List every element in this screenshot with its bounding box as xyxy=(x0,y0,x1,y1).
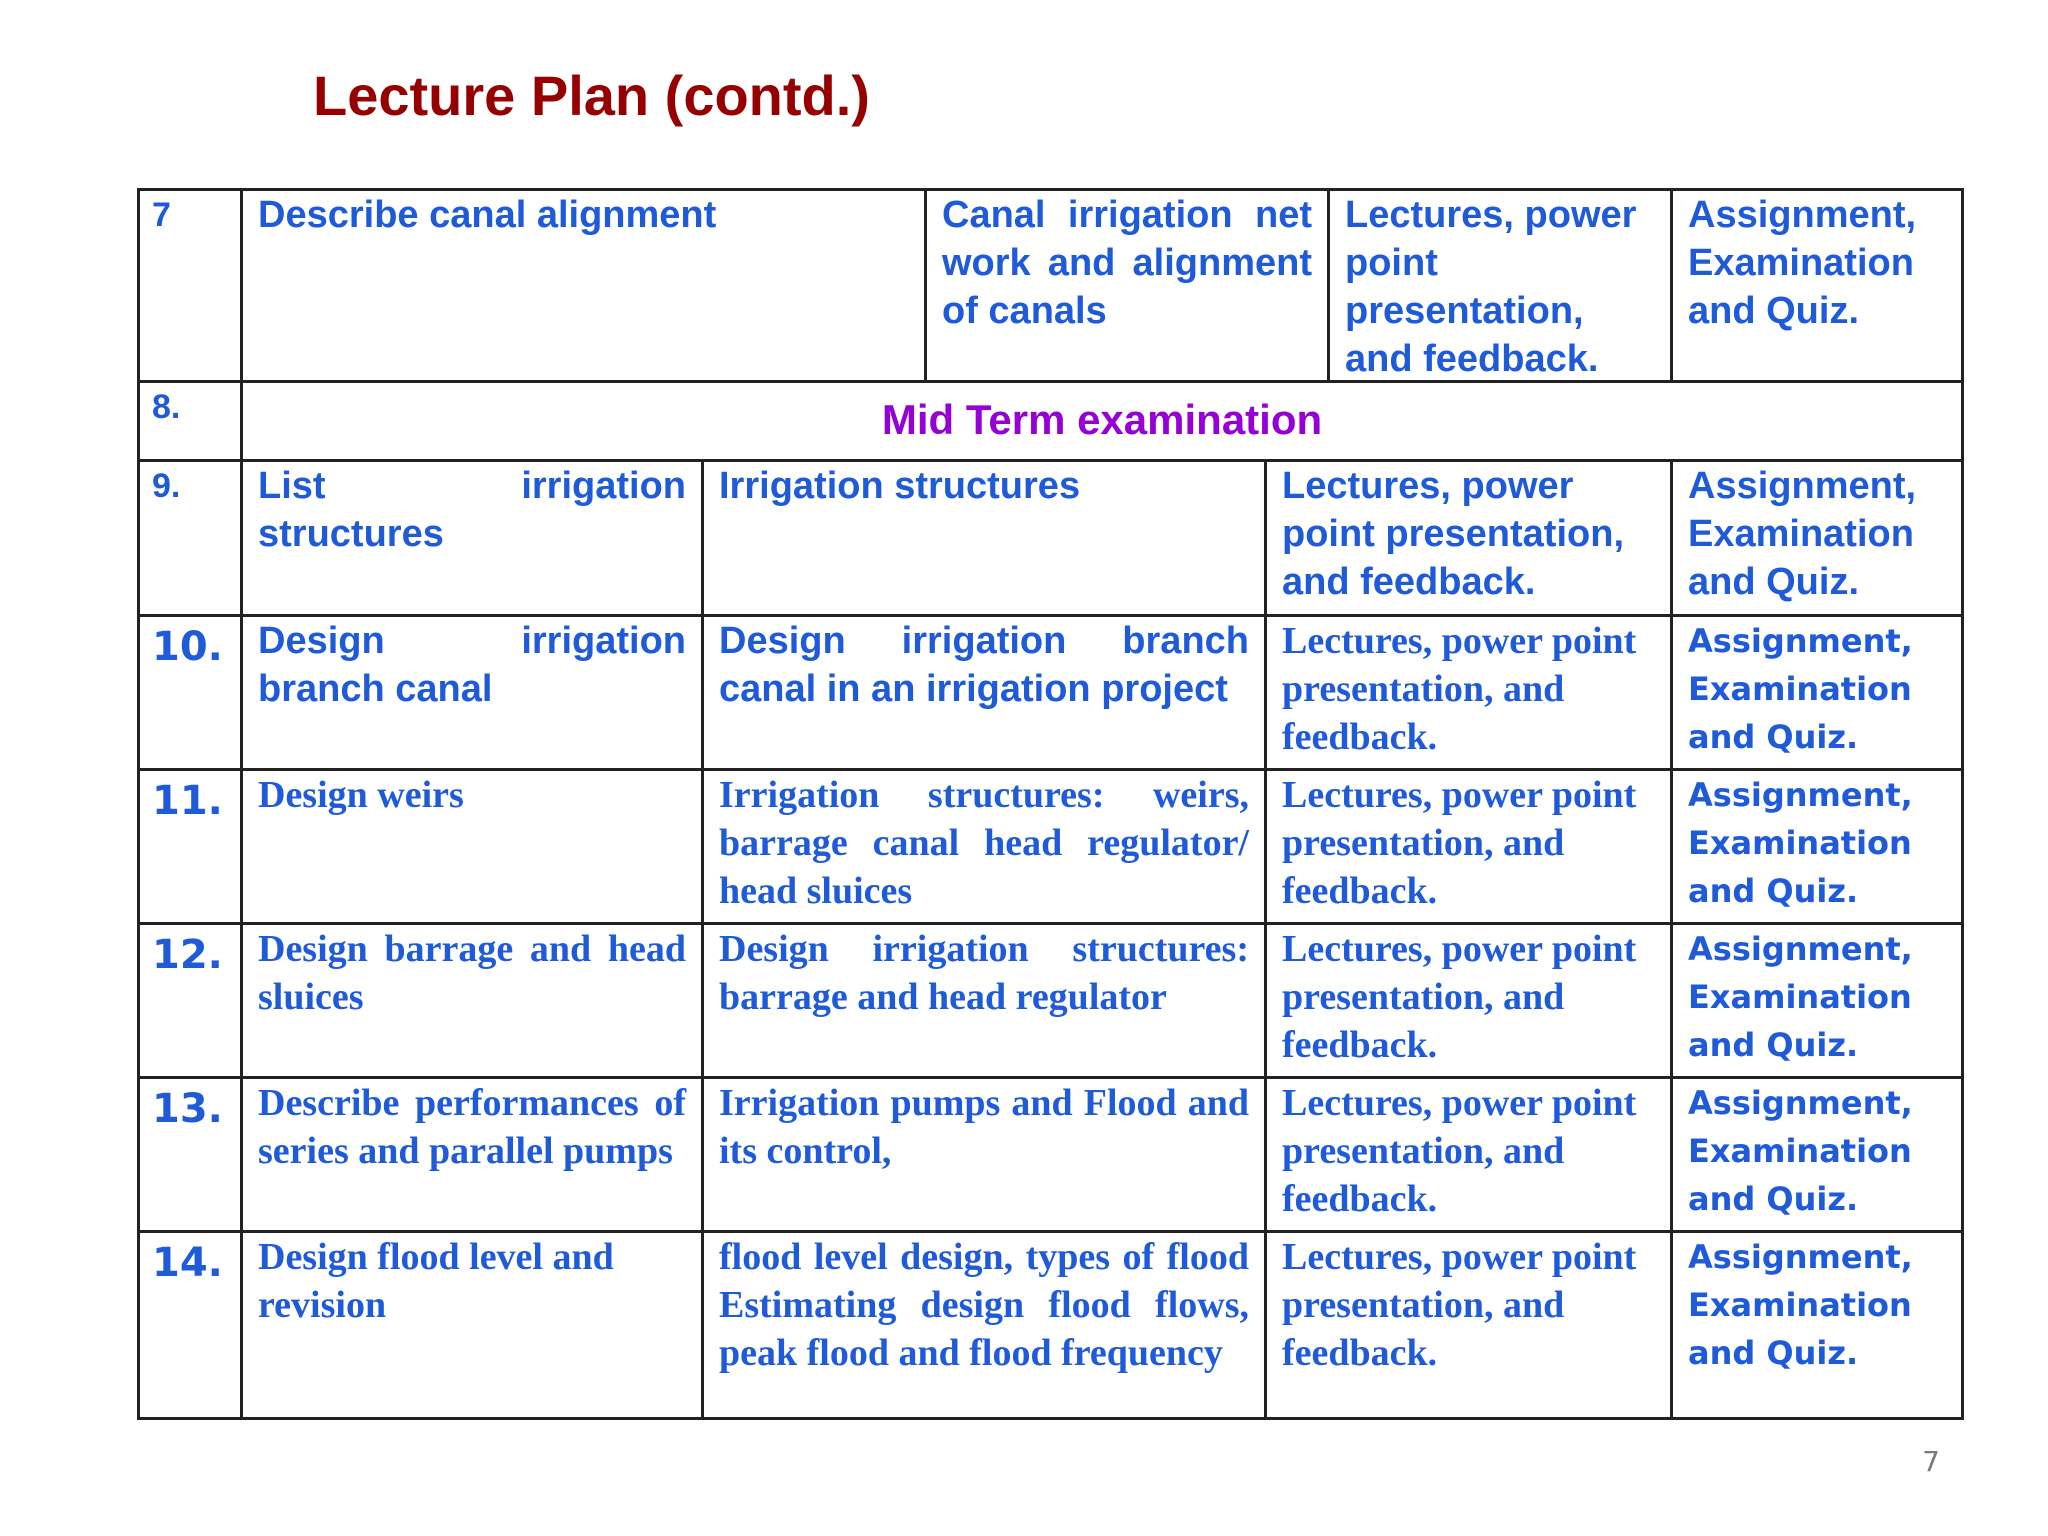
teaching-method: Lectures, power point presentation, and feedback. xyxy=(1282,1082,1637,1220)
row-number: 12. xyxy=(152,932,223,978)
teaching-method: Lectures, power point presentation, and feedback. xyxy=(1345,194,1637,380)
row-number: 8. xyxy=(152,388,181,426)
mid-term-banner: Mid Term examination xyxy=(881,395,1323,443)
learning-objective: Design barrage and head sluices xyxy=(258,928,686,1018)
evaluation-method: Assignment, Examination and Quiz. xyxy=(1688,1238,1913,1372)
evaluation-method: Assignment, Examination and Quiz. xyxy=(1688,1084,1913,1218)
row-number: 11. xyxy=(152,778,223,824)
lecture-content: Irrigation structures xyxy=(719,465,1081,507)
evaluation-method: Assignment, Examination and Quiz. xyxy=(1688,194,1917,332)
learning-objective: Describe canal alignment xyxy=(258,194,717,236)
evaluation-method: Assignment, Examination and Quiz. xyxy=(1688,622,1913,756)
teaching-method: Lectures, power point presentation, and feedback. xyxy=(1282,620,1637,758)
lecture-content: Design irrigation structures: barrage and head regulator xyxy=(719,928,1249,1018)
lecture-content: Irrigation pumps and Flood and its control, xyxy=(719,1082,1249,1172)
evaluation-method: Assignment, Examination and Quiz. xyxy=(1688,776,1913,910)
lecture-content: flood level design, types of flood Estimating design flood flows, peak flood and flood frequency xyxy=(719,1236,1249,1374)
lecture-content: Irrigation structures: weirs, barrage canal head regulator/ head sluices xyxy=(719,774,1249,912)
evaluation-method: Assignment, Examination and Quiz. xyxy=(1688,930,1913,1064)
row-number: 13. xyxy=(152,1086,223,1132)
slide-number: 7 xyxy=(1922,1445,1940,1478)
learning-objective: Design flood level and revision xyxy=(258,1236,614,1326)
lecture-content: Design irrigation branch canal in an irrigation project xyxy=(719,620,1249,710)
teaching-method: Lectures, power point presentation, and feedback. xyxy=(1282,928,1637,1066)
slide-title: Lecture Plan (contd.) xyxy=(313,64,870,127)
teaching-method: Lectures, power point presentation, and feedback. xyxy=(1282,774,1637,912)
teaching-method: Lectures, power point presentation, and feedback. xyxy=(1282,1236,1637,1374)
lecture-content: Canal irrigation net work and alignment of canals xyxy=(942,194,1312,332)
learning-objective: Design weirs xyxy=(258,774,464,816)
row-number: 14. xyxy=(152,1240,223,1286)
learning-objective: Describe performances of series and parallel pumps xyxy=(258,1082,686,1172)
lecture-plan-table xyxy=(137,188,1964,1420)
row-number: 7 xyxy=(152,196,171,234)
teaching-method: Lectures, power point presentation, and feedback. xyxy=(1282,465,1624,603)
evaluation-method: Assignment, Examination and Quiz. xyxy=(1688,465,1917,603)
row-number: 9. xyxy=(152,467,181,505)
learning-objective: List irrigation structures xyxy=(258,465,686,555)
row-number: 10. xyxy=(152,624,223,670)
learning-objective: Design irrigation branch canal xyxy=(258,620,686,710)
